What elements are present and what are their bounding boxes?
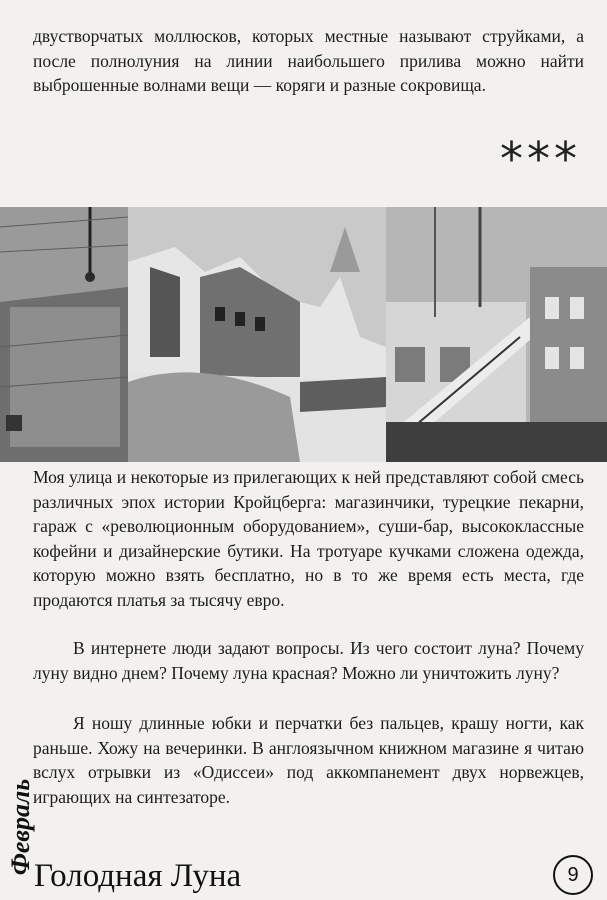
photo-wall-closeup — [0, 207, 128, 462]
body-paragraph-continued: двустворчатых моллюсков, которых местные называют струйками, а после полнолуния на линии наибольшего прилива можно найти выброшенные волнами вещи — коряги и разные сокровища. — [33, 26, 584, 95]
body-paragraph: В интернете люди задают вопросы. Из чего состоит луна? Почему луну видно днем? Почему луна красная? Можно ли уничтожить луну? — [33, 638, 584, 683]
page-number: 9 — [553, 855, 593, 895]
photo-snowy-rooftops — [128, 207, 386, 462]
section-separator: *** — [500, 132, 581, 186]
month-side-label: Февраль — [6, 778, 35, 876]
photo-strip — [0, 207, 607, 462]
body-paragraph: Я ношу длинные юбки и перчатки без пальцев, крашу ногти, как раньше. Хожу на вечеринки. В англоязычном книжном магазине я читаю вслух отрывки из «Одиссеи» под аккомпанемент двух норвежцев, играющих на синтезаторе. — [33, 713, 584, 807]
section-title: Голодная Луна — [34, 858, 242, 894]
photo-building-stairs — [386, 207, 607, 462]
body-paragraph: Моя улица и некоторые из прилегающих к ней представляют собой смесь различных эпох истории Кройцберга: магазинчики, турецкие пекарни, гараж с «революционным оборудованием», суши-бар, высококлассные кофейни и дизайнерские бутики. На тротуаре кучками сложена одежда, которую можно взять бесплатно, но в то же время есть места, где продаются платья за тысячу евро. — [33, 467, 584, 610]
